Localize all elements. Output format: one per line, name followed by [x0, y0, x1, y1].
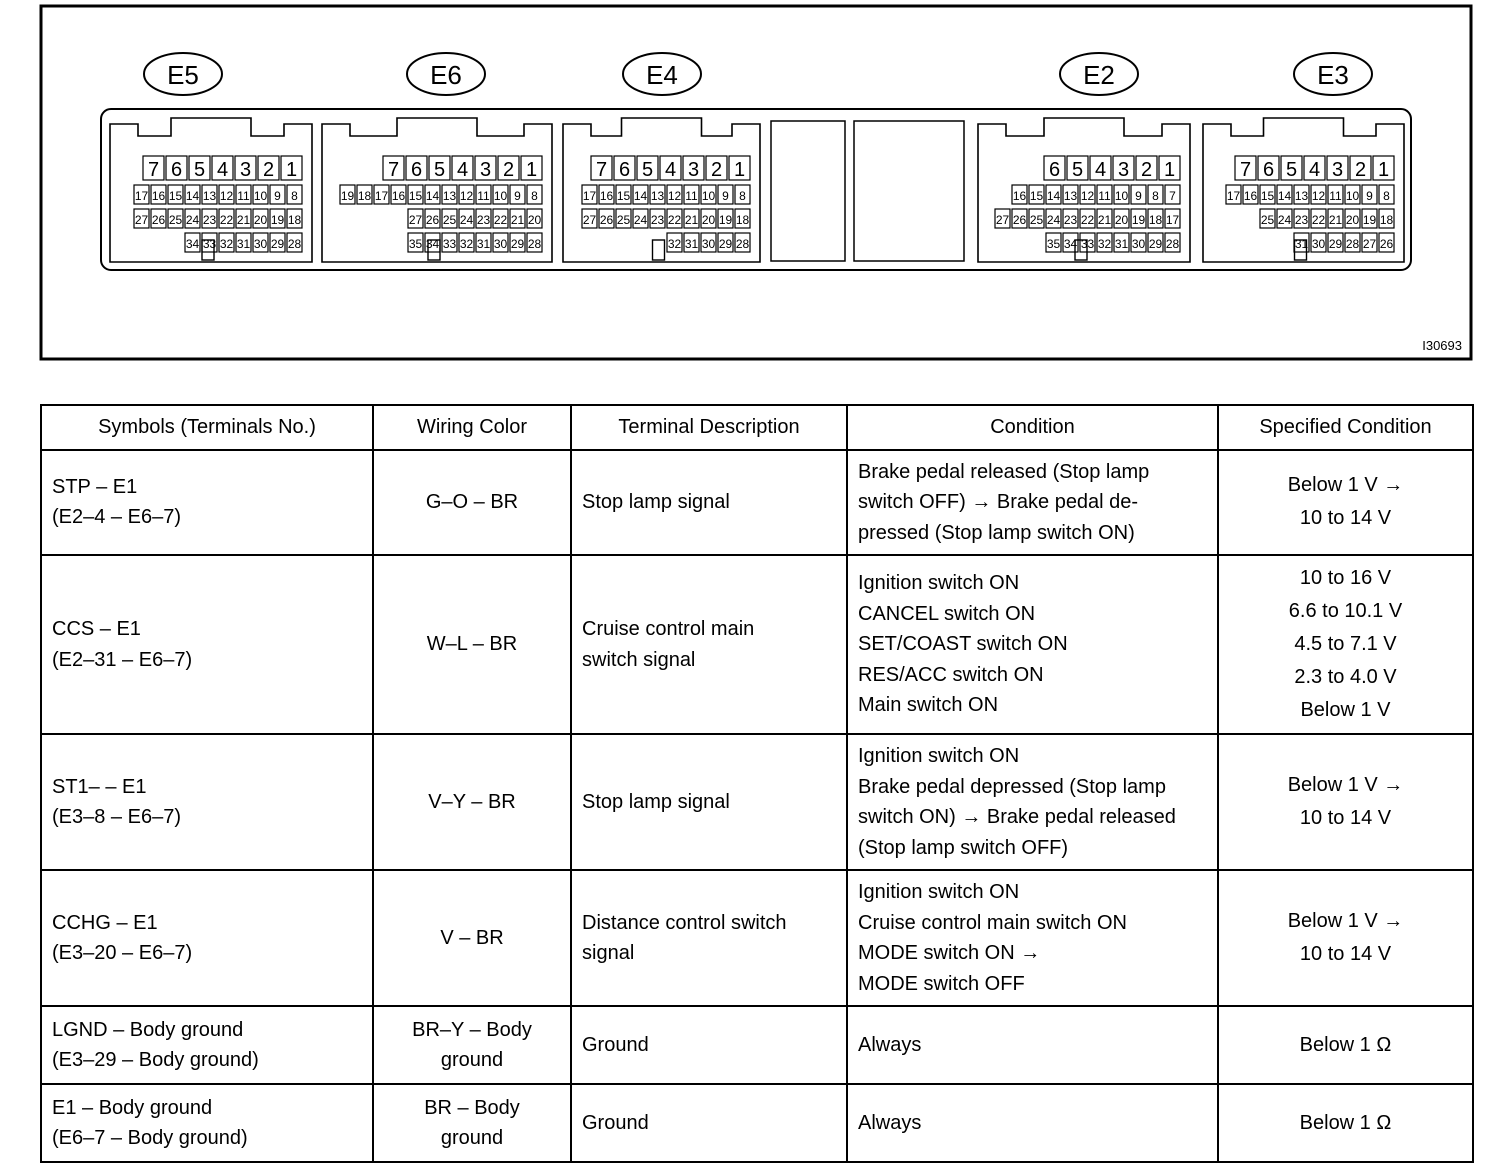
pin-number: 6	[1262, 159, 1275, 181]
cell-specified	[1218, 1084, 1473, 1162]
pin-number: 28	[1165, 237, 1180, 251]
cell-line: (E3–29 – Body ground)	[52, 1049, 259, 1071]
pin-number: 28	[1345, 237, 1360, 251]
cell-line: 10 to 14 V	[1299, 943, 1392, 965]
cell-line: LGND – Body ground	[52, 1018, 244, 1041]
pin-number: 12	[219, 189, 234, 203]
cell-symbol	[41, 450, 373, 556]
cell-line: Stop lamp signal	[582, 790, 730, 813]
pin-number: 32	[667, 237, 682, 251]
cell-line: Always	[858, 1111, 922, 1134]
pin-number: 27	[1362, 237, 1377, 251]
cell-line: MODE switch OFF	[858, 972, 1025, 995]
cell-line: 10 to 14 V	[1299, 807, 1392, 829]
cell-description	[571, 870, 847, 1006]
pin-number: 22	[667, 213, 682, 227]
pin-number: 23	[1294, 213, 1309, 227]
pin-number: 5	[433, 159, 446, 181]
connector-key	[653, 240, 665, 260]
pin-number: 30	[1131, 237, 1146, 251]
pin-number: 15	[1260, 189, 1275, 203]
pin-number: 24	[633, 213, 648, 227]
pin-number: 34	[425, 237, 440, 251]
pin-number: 20	[527, 213, 542, 227]
pin-number: 29	[510, 237, 525, 251]
cell-line: V–Y – BR	[428, 790, 516, 813]
pin-number: 29	[1328, 237, 1343, 251]
pin-number: 28	[527, 237, 542, 251]
pin-number: 14	[1046, 189, 1061, 203]
pin-number: 14	[425, 189, 440, 203]
pin-number: 17	[374, 189, 389, 203]
pin-number: 31	[236, 237, 251, 251]
pin-number: 23	[1063, 213, 1078, 227]
pin-number: 26	[599, 213, 614, 227]
cell-line: ground	[440, 1049, 504, 1071]
pin-number: 9	[722, 189, 729, 203]
cell-line: ground	[440, 1127, 504, 1149]
pin-number: 24	[459, 213, 474, 227]
pin-number: 32	[1097, 237, 1112, 251]
pin-number: 18	[1379, 213, 1394, 227]
pin-number: 27	[408, 213, 423, 227]
pin-number: 9	[274, 189, 281, 203]
pin-number: 10	[1345, 189, 1360, 203]
cell-line: Below 1 Ω	[1299, 1033, 1392, 1056]
connector-label: E3	[1317, 60, 1349, 90]
pin-number: 18	[1148, 213, 1163, 227]
pin-number: 7	[387, 159, 400, 181]
cell-symbol	[41, 1006, 373, 1084]
pin-number: 3	[1117, 159, 1130, 181]
pin-number: 30	[253, 237, 268, 251]
pin-number: 22	[219, 213, 234, 227]
pin-number: 2	[262, 159, 275, 181]
pin-number: 12	[459, 189, 474, 203]
pin-number: 6	[1048, 159, 1061, 181]
pin-number: 8	[739, 189, 746, 203]
cell-line: BR – Body	[424, 1096, 520, 1119]
cell-description	[571, 555, 847, 734]
cell-line: Below 1 Ω	[1299, 1111, 1392, 1134]
cell-wiring	[373, 450, 571, 556]
pin-number: 10	[701, 189, 716, 203]
cell-line: STP – E1	[52, 475, 138, 498]
pin-number: 21	[684, 213, 699, 227]
pin-number: 9	[1366, 189, 1373, 203]
pin-number: 11	[477, 189, 490, 203]
cell-line: ST1– – E1	[52, 775, 147, 798]
cell-line: Below 1 V →	[1287, 774, 1404, 796]
cell-line: SET/COAST switch ON	[858, 633, 1068, 656]
cell-line: (E2–4 – E6–7)	[52, 506, 181, 529]
pin-number: 9	[1135, 189, 1142, 203]
cell-line: Brake pedal depressed (Stop lamp	[858, 775, 1166, 798]
pin-number: 12	[667, 189, 682, 203]
pin-number: 4	[456, 159, 469, 181]
pin-number: 17	[1226, 189, 1241, 203]
pin-number: 8	[531, 189, 538, 203]
pin-number: 13	[1063, 189, 1078, 203]
cell-description	[571, 1084, 847, 1162]
cell-description	[571, 450, 847, 556]
cell-line: BR–Y – Body	[412, 1018, 532, 1041]
pin-number: 21	[1097, 213, 1112, 227]
terminal-spec-table	[40, 404, 1474, 1163]
pin-number: 1	[525, 159, 538, 181]
pin-number: 28	[287, 237, 302, 251]
pin-number: 4	[1094, 159, 1107, 181]
cell-wiring	[373, 734, 571, 870]
cell-line: Ground	[582, 1033, 649, 1056]
pin-number: 13	[1294, 189, 1309, 203]
pin-number: 20	[701, 213, 716, 227]
pin-number: 29	[1148, 237, 1163, 251]
table-row	[41, 1084, 1473, 1162]
pin-number: 31	[1294, 237, 1309, 251]
cell-condition	[847, 870, 1218, 1006]
diagram-frame	[41, 6, 1471, 359]
cell-line: (Stop lamp switch OFF)	[858, 836, 1069, 859]
pin-number: 16	[391, 189, 406, 203]
table-row	[41, 450, 1473, 556]
cell-line: pressed (Stop lamp switch ON)	[858, 521, 1135, 544]
pin-number: 1	[1377, 159, 1390, 181]
pin-number: 9	[514, 189, 521, 203]
table-row	[41, 555, 1473, 734]
header-condition: Condition	[847, 405, 1218, 450]
pin-number: 17	[1165, 213, 1180, 227]
cell-line: Ignition switch ON	[858, 745, 1020, 767]
pin-number: 24	[1046, 213, 1061, 227]
cell-line: 2.3 to 4.0 V	[1294, 666, 1397, 688]
cell-line: Always	[858, 1033, 922, 1056]
pin-number: 15	[616, 189, 631, 203]
pin-number: 7	[1169, 189, 1176, 203]
cell-condition	[847, 555, 1218, 734]
pin-number: 35	[408, 237, 423, 251]
pin-number: 20	[253, 213, 268, 227]
pin-number: 5	[1071, 159, 1084, 181]
cell-line: Below 1 V →	[1287, 910, 1404, 932]
pin-number: 7	[147, 159, 160, 181]
cell-description	[571, 1006, 847, 1084]
cell-line: Distance control switch	[582, 911, 787, 934]
table-row	[41, 734, 1473, 870]
cell-wiring	[373, 870, 571, 1006]
pin-number: 19	[340, 189, 355, 203]
cell-line: Ground	[582, 1111, 649, 1134]
pin-number: 6	[618, 159, 631, 181]
pin-number: 15	[1029, 189, 1044, 203]
pin-number: 11	[1098, 189, 1111, 203]
cell-symbol	[41, 734, 373, 870]
cell-specified	[1218, 870, 1473, 1006]
cell-condition	[847, 450, 1218, 556]
header-specified-condition: Specified Condition	[1218, 405, 1473, 450]
pin-number: 22	[1080, 213, 1095, 227]
pin-number: 19	[718, 213, 733, 227]
pin-number: 23	[202, 213, 217, 227]
pin-number: 22	[493, 213, 508, 227]
pin-number: 8	[1152, 189, 1159, 203]
pin-number: 2	[1354, 159, 1367, 181]
cell-condition	[847, 1084, 1218, 1162]
pin-number: 12	[1080, 189, 1095, 203]
pin-number: 31	[684, 237, 699, 251]
cell-line: G–O – BR	[425, 491, 519, 513]
pin-number: 17	[582, 189, 597, 203]
cell-line: E1 – Body ground	[52, 1096, 213, 1119]
pin-number: 5	[193, 159, 206, 181]
connector-e6	[322, 53, 552, 262]
pin-number: 20	[1345, 213, 1360, 227]
pin-number: 5	[641, 159, 654, 181]
pin-number: 23	[476, 213, 491, 227]
cell-line: signal	[582, 942, 635, 964]
pin-number: 7	[595, 159, 608, 181]
pin-number: 26	[1379, 237, 1394, 251]
pin-number: 2	[1140, 159, 1153, 181]
cell-line: CANCEL switch ON	[858, 602, 1036, 625]
pin-number: 4	[216, 159, 229, 181]
pin-number: 30	[701, 237, 716, 251]
cell-line: MODE switch ON →	[858, 942, 1041, 964]
pin-number: 3	[1331, 159, 1344, 181]
pin-number: 10	[253, 189, 268, 203]
pin-number: 11	[1329, 189, 1342, 203]
cell-description	[571, 734, 847, 870]
cell-symbol	[41, 555, 373, 734]
cell-line: RES/ACC switch ON	[858, 663, 1044, 686]
header-terminal-description: Terminal Description	[571, 405, 847, 450]
cell-line: 10 to 16 V	[1299, 567, 1392, 589]
connector-label: E5	[167, 60, 199, 90]
pin-number: 13	[650, 189, 665, 203]
pin-number: 24	[1277, 213, 1292, 227]
pin-number: 16	[151, 189, 166, 203]
pin-number: 16	[599, 189, 614, 203]
pin-number: 28	[735, 237, 750, 251]
connector-e4	[563, 53, 760, 262]
cell-wiring	[373, 1084, 571, 1162]
pin-number: 33	[442, 237, 457, 251]
pin-number: 30	[493, 237, 508, 251]
pin-number: 19	[1362, 213, 1377, 227]
cell-symbol	[41, 870, 373, 1006]
connector-label: E4	[646, 60, 678, 90]
pin-number: 29	[270, 237, 285, 251]
pin-number: 27	[995, 213, 1010, 227]
pin-number: 2	[710, 159, 723, 181]
pin-number: 11	[685, 189, 698, 203]
cell-line: Stop lamp signal	[582, 491, 730, 513]
cell-symbol	[41, 1084, 373, 1162]
cell-line: (E3–20 – E6–7)	[52, 942, 193, 964]
pin-number: 13	[202, 189, 217, 203]
connector-label: E6	[430, 60, 462, 90]
pin-number: 13	[442, 189, 457, 203]
pin-number: 8	[291, 189, 298, 203]
pin-number: 5	[1285, 159, 1298, 181]
figure-id: I30693	[1422, 338, 1462, 353]
cell-line: 10 to 14 V	[1299, 507, 1392, 530]
cell-line: (E6–7 – Body ground)	[52, 1127, 248, 1149]
pin-number: 15	[168, 189, 183, 203]
pin-number: 29	[718, 237, 733, 251]
connector-e3	[1203, 53, 1404, 262]
pin-number: 22	[1311, 213, 1326, 227]
blank-block-right	[854, 121, 964, 261]
cell-specified	[1218, 1006, 1473, 1084]
pin-number: 25	[442, 213, 457, 227]
pin-number: 4	[1308, 159, 1321, 181]
cell-line: Below 1 V	[1300, 699, 1391, 721]
header-wiring-color: Wiring Color	[373, 405, 571, 450]
pin-number: 24	[185, 213, 200, 227]
table-row	[41, 1006, 1473, 1084]
cell-line: Cruise control main	[582, 618, 755, 640]
cell-specified	[1218, 555, 1473, 734]
cell-specified	[1218, 450, 1473, 556]
pin-number: 34	[185, 237, 200, 251]
cell-specified	[1218, 734, 1473, 870]
pin-number: 31	[476, 237, 491, 251]
pin-number: 34	[1063, 237, 1078, 251]
pin-number: 16	[1243, 189, 1258, 203]
pin-number: 3	[239, 159, 252, 181]
pin-number: 25	[1029, 213, 1044, 227]
pin-number: 26	[425, 213, 440, 227]
pin-number: 35	[1046, 237, 1061, 251]
pin-number: 10	[493, 189, 508, 203]
cell-line: (E2–31 – E6–7)	[52, 648, 193, 671]
cell-line: Ignition switch ON	[858, 572, 1020, 595]
pin-number: 19	[1131, 213, 1146, 227]
table-row	[41, 870, 1473, 1006]
pin-number: 26	[1012, 213, 1027, 227]
blank-block-left	[771, 121, 845, 261]
cell-line: switch ON) → Brake pedal released	[858, 806, 1176, 828]
pin-number: 33	[202, 237, 217, 251]
pin-number: 33	[1080, 237, 1095, 251]
pin-number: 25	[1260, 213, 1275, 227]
connector-label: E2	[1083, 60, 1115, 90]
cell-condition	[847, 1006, 1218, 1084]
pin-number: 6	[170, 159, 183, 181]
pin-number: 18	[287, 213, 302, 227]
cell-line: V – BR	[440, 926, 504, 949]
pin-number: 8	[1383, 189, 1390, 203]
pin-number: 27	[134, 213, 149, 227]
pin-number: 1	[285, 159, 298, 181]
cell-line: Cruise control main switch ON	[858, 911, 1127, 934]
cell-line: switch OFF) → Brake pedal de-	[858, 491, 1139, 513]
pin-number: 32	[459, 237, 474, 251]
pin-number: 1	[733, 159, 746, 181]
cell-line: (E3–8 – E6–7)	[52, 806, 181, 828]
pin-number: 10	[1114, 189, 1129, 203]
pin-number: 3	[479, 159, 492, 181]
pin-number: 32	[219, 237, 234, 251]
pin-number: 16	[1012, 189, 1027, 203]
cell-wiring	[373, 555, 571, 734]
cell-line: Below 1 V →	[1287, 474, 1404, 497]
cell-line: CCHG – E1	[52, 911, 158, 934]
pin-number: 25	[616, 213, 631, 227]
table-header-row	[41, 405, 1473, 450]
cell-condition	[847, 734, 1218, 870]
cell-line: switch signal	[582, 648, 696, 671]
cell-line: Main switch ON	[858, 694, 999, 717]
pin-number: 26	[151, 213, 166, 227]
pin-number: 11	[237, 189, 250, 203]
cell-line: Ignition switch ON	[858, 881, 1020, 903]
pin-number: 14	[633, 189, 648, 203]
cell-wiring	[373, 1006, 571, 1084]
pin-number: 14	[185, 189, 200, 203]
pin-number: 18	[357, 189, 372, 203]
cell-line: 4.5 to 7.1 V	[1294, 633, 1397, 655]
pin-number: 27	[582, 213, 597, 227]
pin-number: 12	[1311, 189, 1326, 203]
pin-number: 18	[735, 213, 750, 227]
cell-line: 6.6 to 10.1 V	[1288, 600, 1403, 622]
pin-number: 15	[408, 189, 423, 203]
pin-number: 1	[1163, 159, 1176, 181]
pin-number: 25	[168, 213, 183, 227]
pin-number: 21	[236, 213, 251, 227]
pin-number: 21	[1328, 213, 1343, 227]
pin-number: 21	[510, 213, 525, 227]
pin-number: 3	[687, 159, 700, 181]
pin-number: 17	[134, 189, 149, 203]
pin-number: 19	[270, 213, 285, 227]
pin-number: 2	[502, 159, 515, 181]
pin-number: 4	[664, 159, 677, 181]
cell-line: CCS – E1	[52, 618, 141, 640]
connector-e2	[978, 53, 1190, 262]
connector-e5	[110, 53, 312, 262]
cell-line: Brake pedal released (Stop lamp	[858, 460, 1150, 483]
connector-diagram	[0, 0, 1504, 400]
pin-number: 14	[1277, 189, 1292, 203]
pin-number: 31	[1114, 237, 1129, 251]
pin-number: 30	[1311, 237, 1326, 251]
pin-number: 6	[410, 159, 423, 181]
header-symbols: Symbols (Terminals No.)	[41, 405, 373, 450]
pin-number: 23	[650, 213, 665, 227]
pin-number: 7	[1239, 159, 1252, 181]
cell-line: W–L – BR	[426, 633, 518, 656]
pin-number: 20	[1114, 213, 1129, 227]
